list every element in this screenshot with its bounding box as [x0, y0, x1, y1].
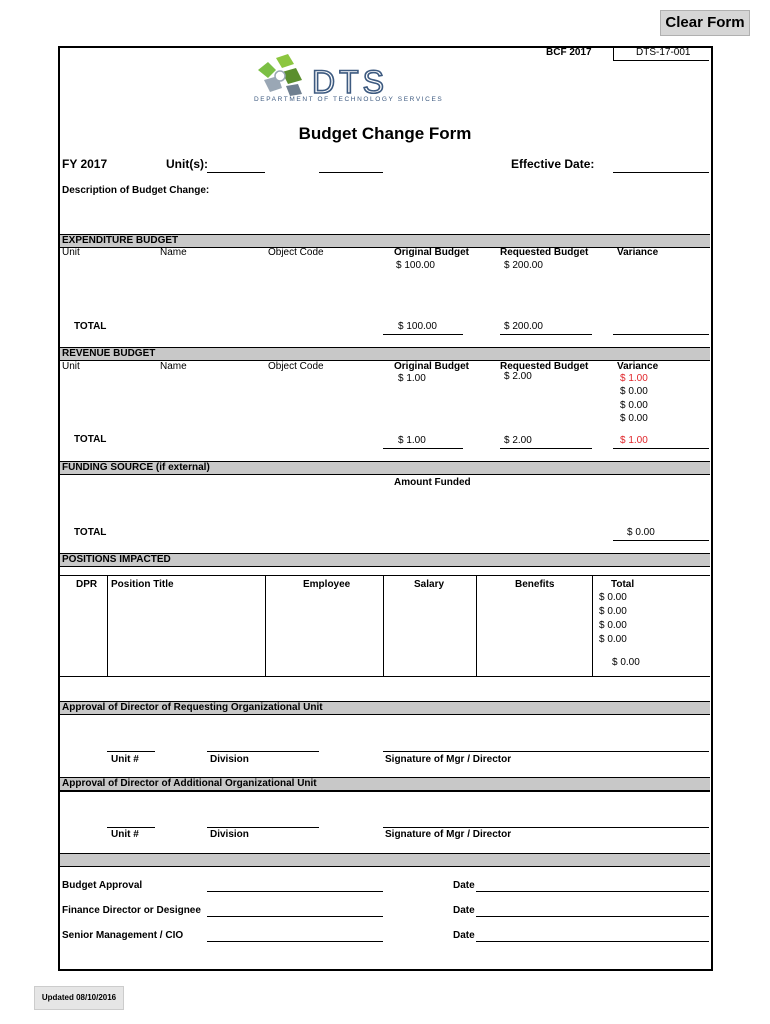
approval2-division-label: Division — [210, 829, 249, 840]
pos-total-1: $ 0.00 — [599, 592, 627, 603]
funding-total-label: TOTAL — [74, 527, 107, 538]
approval1-division-label: Division — [210, 754, 249, 765]
rev-total-original: $ 1.00 — [398, 435, 426, 446]
rev-total-label: TOTAL — [74, 434, 107, 445]
exp-col-name: Name — [160, 247, 187, 258]
signoff-budget-date-line[interactable] — [476, 891, 709, 892]
funding-total-line — [613, 540, 709, 541]
expenditure-section-header: EXPENDITURE BUDGET — [60, 234, 710, 248]
signoff-budget-label: Budget Approval — [62, 880, 143, 891]
exp-col-object-code: Object Code — [268, 247, 324, 258]
positions-table-bottom — [60, 676, 710, 677]
form-id-underline — [613, 60, 709, 61]
pos-total-4: $ 0.00 — [599, 634, 627, 645]
funding-total-value: $ 0.00 — [627, 527, 655, 538]
approval2-signature-line[interactable] — [383, 827, 709, 828]
approval-additional-header: Approval of Director of Additional Organizational Unit — [60, 777, 710, 791]
logo-tagline: DEPARTMENT OF TECHNOLOGY SERVICES — [254, 96, 444, 103]
approval2-unit-label: Unit # — [111, 829, 139, 840]
pos-col-title: Position Title — [111, 579, 174, 590]
updated-note: Updated 08/10/2016 — [34, 986, 124, 1010]
pos-total-3: $ 0.00 — [599, 620, 627, 631]
units-field[interactable] — [207, 172, 265, 173]
rev-total-requested-line — [500, 448, 592, 449]
rev-col-object-code: Object Code — [268, 361, 324, 372]
rev-col-name: Name — [160, 361, 187, 372]
rev-total-variance-line — [613, 448, 709, 449]
exp-col-original: Original Budget — [394, 247, 469, 258]
signoff-section-band — [60, 853, 710, 867]
clear-form-button[interactable]: Clear Form — [660, 10, 750, 36]
form-id: DTS-17-001 — [636, 47, 691, 58]
exp-col-unit: Unit — [62, 247, 80, 258]
rev-col-requested: Requested Budget — [500, 361, 589, 372]
signoff-cio-label: Senior Management / CIO — [62, 930, 184, 941]
signoff-cio-line[interactable] — [207, 941, 383, 942]
signoff-cio-date-label: Date — [453, 930, 475, 941]
exp-col-requested: Requested Budget — [500, 247, 589, 258]
exp-col-variance: Variance — [617, 247, 659, 258]
positions-col-divider-2 — [265, 575, 266, 676]
page-title: Budget Change Form — [298, 124, 472, 143]
dts-logo — [252, 50, 484, 106]
rev-col-original: Original Budget — [394, 361, 469, 372]
approval2-top-line — [60, 791, 710, 792]
approval2-division-line[interactable] — [207, 827, 319, 828]
signoff-finance-label: Finance Director or Designee — [62, 905, 201, 916]
exp-total-requested: $ 200.00 — [504, 321, 543, 332]
header-divider — [613, 46, 614, 60]
rev-variance-2: $ 0.00 — [620, 386, 648, 397]
approval-requesting-header: Approval of Director of Requesting Organizational Unit — [60, 701, 710, 715]
pos-total-2: $ 0.00 — [599, 606, 627, 617]
signoff-budget-date-label: Date — [453, 880, 475, 891]
positions-col-divider-4 — [476, 575, 477, 676]
pos-grand-total: $ 0.00 — [612, 657, 640, 668]
approval1-signature-label: Signature of Mgr / Director — [385, 754, 512, 765]
rev-total-variance: $ 1.00 — [620, 435, 648, 446]
rev-total-requested: $ 2.00 — [504, 435, 532, 446]
pos-col-salary: Salary — [414, 579, 445, 590]
exp-total-variance-line — [613, 334, 709, 335]
units-field-2[interactable] — [319, 172, 383, 173]
approval1-signature-line[interactable] — [383, 751, 709, 752]
revenue-section-header: REVENUE BUDGET — [60, 347, 710, 361]
signoff-cio-date-line[interactable] — [476, 941, 709, 942]
pos-col-employee: Employee — [303, 579, 351, 590]
signoff-finance-date-line[interactable] — [476, 916, 709, 917]
positions-section-header: POSITIONS IMPACTED — [60, 553, 710, 567]
pos-col-benefits: Benefits — [515, 579, 555, 590]
form-code: BCF 2017 — [546, 47, 592, 58]
rev-col-unit: Unit — [62, 361, 80, 372]
exp-total-original: $ 100.00 — [398, 321, 437, 332]
exp-requested-value[interactable]: $ 200.00 — [504, 260, 543, 271]
positions-col-divider-5 — [592, 575, 593, 676]
exp-total-original-line — [383, 334, 463, 335]
approval2-unit-line[interactable] — [107, 827, 155, 828]
pos-col-total: Total — [611, 579, 635, 590]
exp-total-label: TOTAL — [74, 321, 107, 332]
approval1-unit-line[interactable] — [107, 751, 155, 752]
approval1-division-line[interactable] — [207, 751, 319, 752]
rev-variance-4: $ 0.00 — [620, 413, 648, 424]
positions-col-divider-1 — [107, 575, 108, 676]
units-label: Unit(s): — [166, 157, 208, 171]
effective-date-field[interactable] — [613, 172, 709, 173]
rev-variance-3: $ 0.00 — [620, 400, 648, 411]
exp-total-requested-line — [500, 334, 592, 335]
rev-variance-1: $ 1.00 — [620, 373, 648, 384]
effective-date-label: Effective Date: — [511, 157, 595, 171]
signoff-finance-date-label: Date — [453, 905, 475, 916]
fy-label: FY 2017 — [62, 157, 108, 171]
signoff-finance-line[interactable] — [207, 916, 383, 917]
rev-original-value[interactable]: $ 1.00 — [398, 373, 426, 384]
rev-total-original-line — [383, 448, 463, 449]
positions-col-divider-3 — [383, 575, 384, 676]
rev-requested-value[interactable]: $ 2.00 — [504, 371, 532, 382]
approval2-signature-label: Signature of Mgr / Director — [385, 829, 512, 840]
funding-section-header: FUNDING SOURCE (if external) — [60, 461, 710, 475]
approval1-unit-label: Unit # — [111, 754, 139, 765]
rev-col-variance: Variance — [617, 361, 659, 372]
signoff-budget-line[interactable] — [207, 891, 383, 892]
description-label: Description of Budget Change: — [62, 185, 210, 196]
positions-table-top — [60, 575, 710, 576]
pos-col-dpr: DPR — [76, 579, 98, 590]
exp-original-value[interactable]: $ 100.00 — [396, 260, 435, 271]
amount-funded-label: Amount Funded — [394, 477, 471, 488]
logo-text: DTS — [312, 64, 388, 100]
